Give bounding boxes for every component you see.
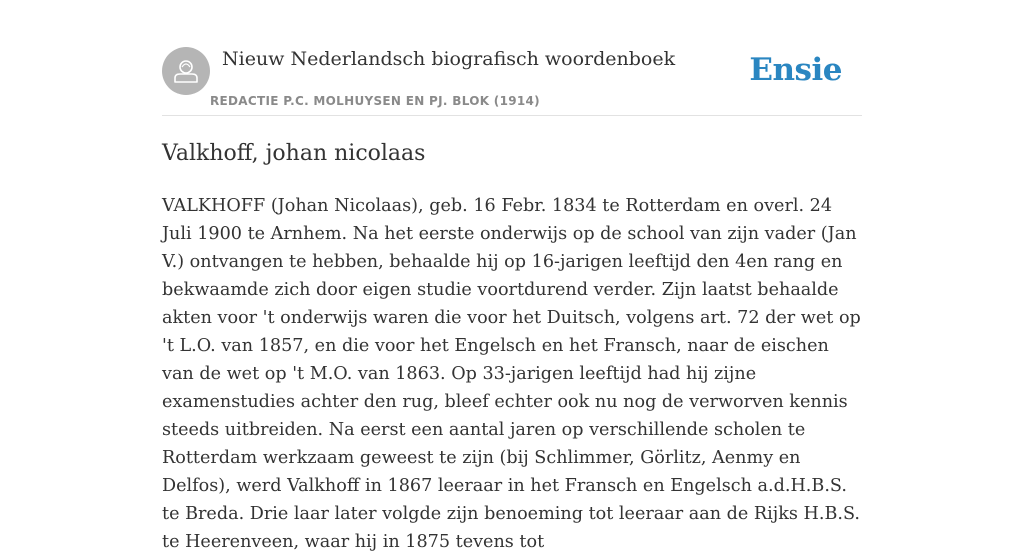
source-header <box>162 47 862 116</box>
brand-logo[interactable]: Ensie <box>749 52 842 88</box>
user-icon <box>162 47 210 95</box>
source-subtitle: REDACTIE P.C. MOLHUYSEN EN PJ. BLOK (1914) <box>210 94 540 108</box>
article-title: Valkhoff, johan nicolaas <box>162 141 426 166</box>
avatar[interactable] <box>162 47 210 95</box>
source-title[interactable]: Nieuw Nederlandsch biografisch woordenboek <box>222 48 676 70</box>
article-body: VALKHOFF (Johan Nicolaas), geb. 16 Febr. 1834 te Rotterdam en overl. 24 Juli 1900 te Arnhem. Na het eerste onderwijs op de school van zijn vader (Jan V.) ontvangen te hebben, behaalde hij op 16-jarigen leeftijd den 4en rang en bekwaamde zich door eigen studie voortdurend verder. Zijn laatst behaalde akten voor 't onderwijs waren die voor het Duitsch, volgens art. 72 der wet op 't L.O. van 1857, en die voor het Engelsch en het Fransch, naar de eischen van de wet op 't M.O. van 1863. Op 33-jarigen leeftijd had hij zijne examenstudies achter den rug, bleef echter ook nu nog de verworven kennis steeds uitbreiden. Na eerst een aantal jaren op verschillende scholen te Rotterdam werkzaam geweest te zijn (bij Schlimmer, Görlitz, Aenmy en Delfos), werd Valkhoff in 1867 leeraar in het Fransch en Engelsch a.d.H.B.S. te Breda. Drie laar later volgde zijn benoeming tot leeraar aan de Rijks H.B.S. te Heerenveen, waar hij in 1875 tevens tot <box>162 196 861 552</box>
